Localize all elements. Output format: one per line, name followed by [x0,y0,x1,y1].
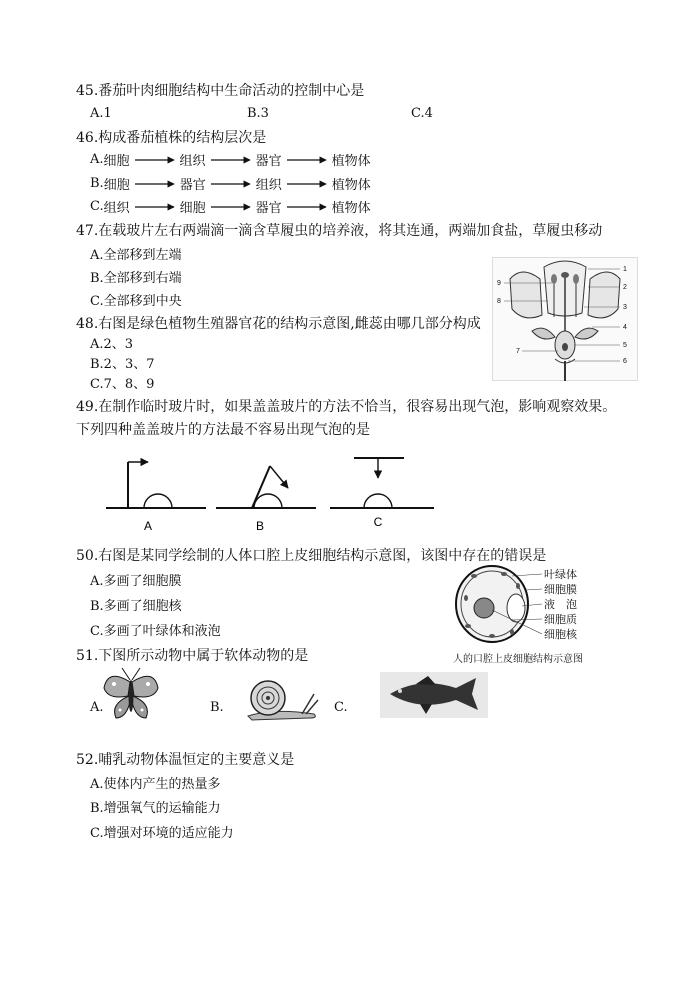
flower-structure-figure [492,257,638,381]
q48-option-a: A.2、3 [90,337,134,352]
q50-option-b: B.多画了细胞核 [90,599,182,614]
flow-step: 组织 [103,201,130,216]
q51-option-b: B. [210,700,224,715]
q51-option-a: A. [90,700,104,715]
q50-stem: 50.右图是某同学绘制的人体口腔上皮细胞结构示意图，该图中存在的错误是 [76,548,547,564]
cell-label-nucleus: 细胞核 [544,629,577,641]
figure-number: 9 [497,280,501,287]
flow-step: 细胞 [103,154,130,169]
right-arrow-icon [286,179,328,189]
q48-option-b: B.2、3、7 [90,357,155,372]
method-c-figure [330,458,434,529]
q52-stem: 52.哺乳动物体温恒定的主要意义是 [76,752,295,768]
cell-label-cytoplasm: 细胞质 [544,614,577,626]
q52-option-a: A.使体内产生的热量多 [90,777,221,792]
figure-number: 4 [623,324,627,331]
flow-step: 植物体 [331,154,371,169]
right-arrow-icon [210,179,252,189]
flow-step: 器官 [179,178,206,193]
q45-option-b: B.3 [247,106,269,121]
method-label-b: B [255,519,265,533]
q49-line1: 49.在制作临时玻片时，如果盖盖玻片的方法不恰当，很容易出现气泡，影响观察效果。 [76,399,617,415]
right-arrow-icon [134,179,176,189]
cell-label-vacuole: 液 泡 [544,599,577,611]
right-arrow-icon [286,155,328,165]
flow-step: 器官 [255,154,282,169]
figure-number: 2 [623,284,627,291]
q47-stem: 47.在载玻片左右两端滴一滴含草履虫的培养液，将其连通，两端加食盐，草履虫移动 [76,223,603,239]
q47-option-b: B.全部移到右端 [90,271,182,286]
q51-stem: 51.下图所示动物中属于软体动物的是 [76,648,309,664]
coverslip-methods-figure [98,448,440,534]
q45-stem: 45.番茄叶肉细胞结构中生命活动的控制中心是 [76,83,365,99]
flow-step: 植物体 [331,201,371,216]
method-b-figure [216,466,316,533]
option-prefix: A. [90,152,104,167]
cell-figure-caption: 人的口腔上皮细胞结构示意图 [453,654,583,665]
q50-option-c: C.多画了叶绿体和液泡 [90,624,221,639]
q45-option-c: C.4 [411,106,433,121]
q48-option-c: C.7、8、9 [90,377,155,392]
q45-option-a: A.1 [90,106,112,121]
q47-option-c: C.全部移到中央 [90,294,182,309]
cell-label-membrane: 细胞膜 [544,584,577,596]
cheek-cell-figure [446,562,596,668]
figure-number: 3 [623,304,627,311]
q52-option-b: B.增强氧气的运输能力 [90,801,221,816]
fish-icon [380,672,488,718]
figure-number: 5 [623,342,627,349]
q52-option-c: C.增强对环境的适应能力 [90,826,234,841]
cell-label-chloroplast: 叶绿体 [544,569,577,581]
option-prefix: C. [90,199,104,214]
q46-option-a [90,150,371,169]
q51-option-c: C. [334,700,348,715]
q46-option-b [90,174,371,193]
figure-number: 6 [623,358,627,365]
right-arrow-icon [210,202,252,212]
flow-step: 细胞 [179,201,206,216]
right-arrow-icon [286,202,328,212]
right-arrow-icon [134,155,176,165]
option-prefix: B. [90,176,104,191]
q49-line2: 下列四种盖盖玻片的方法最不容易出现气泡的是 [76,422,370,438]
q48-stem: 48.右图是绿色植物生殖器官花的结构示意图,雌蕊由哪几部分构成 [76,316,481,332]
q46-option-c [90,197,371,216]
figure-number: 7 [516,348,520,355]
flow-step: 组织 [179,154,206,169]
q50-option-a: A.多画了细胞膜 [90,574,182,589]
figure-number: 1 [623,266,627,273]
q46-stem: 46.构成番茄植株的结构层次是 [76,130,267,146]
flow-step: 组织 [255,178,282,193]
method-label-c: C [373,515,383,529]
method-label-a: A [143,519,153,533]
flow-step: 器官 [255,201,282,216]
flow-step: 细胞 [103,178,130,193]
right-arrow-icon [210,155,252,165]
right-arrow-icon [134,202,176,212]
snail-icon [244,678,320,722]
figure-number: 8 [497,298,501,305]
q47-option-a: A.全部移到左端 [90,248,182,263]
butterfly-icon [100,666,160,724]
flow-step: 植物体 [331,178,371,193]
method-a-figure [106,462,206,533]
